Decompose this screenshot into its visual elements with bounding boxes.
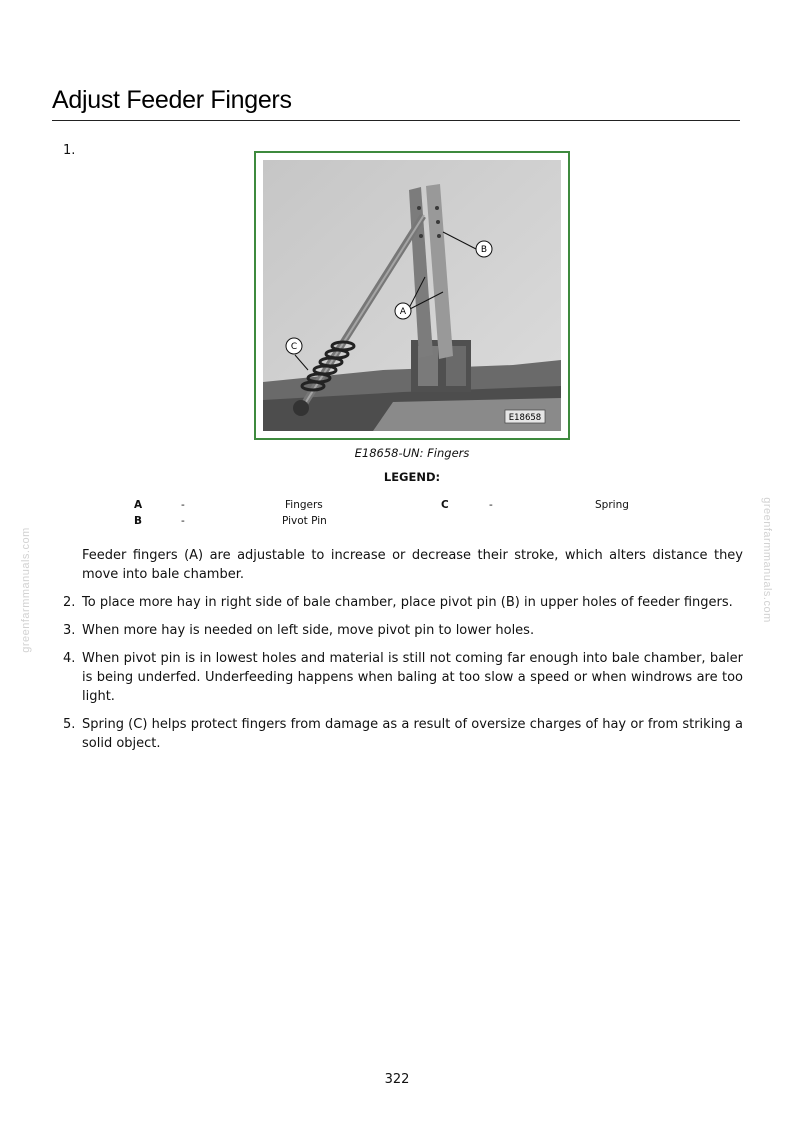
page-title: Adjust Feeder Fingers <box>52 86 740 121</box>
callout-a-label: A <box>399 307 407 317</box>
legend-label-c: Spring <box>595 499 629 511</box>
legend-key-c: C <box>441 499 449 511</box>
legend-key-b: B <box>134 515 143 527</box>
legend-dash-c: - <box>489 499 493 511</box>
step-text: When more hay is needed on left side, move pivot pin to lower holes. <box>82 623 535 638</box>
legend-dash-b: - <box>181 515 185 527</box>
instruction-steps <box>63 546 743 762</box>
step-3 <box>63 621 743 640</box>
step-5 <box>63 715 743 753</box>
watermark-left: greenfarmmanuals.com <box>20 527 32 653</box>
callout-b-label: B <box>480 245 488 255</box>
figure-caption: E18658-UN: Fingers <box>354 446 470 460</box>
step-text: To place more hay in right side of bale chamber, place pivot pin (B) in upper holes of feeder fingers. <box>82 595 733 610</box>
step-2 <box>63 593 743 612</box>
step-text: When pivot pin is in lowest holes and material is still not coming far enough into bale chamber, baler is being underfed. Underfeeding happens when baling at too slow a speed or when windrows are too light. <box>82 651 743 704</box>
step-text: Spring (C) helps protect fingers from damage as a result of oversize charges of hay or from striking a solid object. <box>82 717 743 751</box>
legend-key-a: A <box>134 499 143 511</box>
page-number: 322 <box>384 1072 410 1087</box>
callout-c-label: C <box>290 342 298 352</box>
watermark-right: greenfarmmanuals.com <box>761 497 773 623</box>
step-1-description <box>63 546 743 584</box>
figure-frame <box>254 151 570 440</box>
image-code: E18658 <box>508 413 542 423</box>
step-number: 5. <box>63 717 76 732</box>
step-number-1: 1. <box>63 143 76 158</box>
step-4 <box>63 649 743 706</box>
legend-dash-a: - <box>181 499 185 511</box>
legend-label-a: Fingers <box>285 499 323 511</box>
legend-title: LEGEND: <box>383 470 441 484</box>
step-number: 4. <box>63 651 76 666</box>
feeder-fingers-photo <box>263 160 561 431</box>
step-number: 3. <box>63 623 76 638</box>
step-number: 2. <box>63 595 76 610</box>
step-text: Feeder fingers (A) are adjustable to increase or decrease their stroke, which alters distance they move into bale chamber. <box>82 548 743 582</box>
legend-label-b: Pivot Pin <box>282 515 327 527</box>
